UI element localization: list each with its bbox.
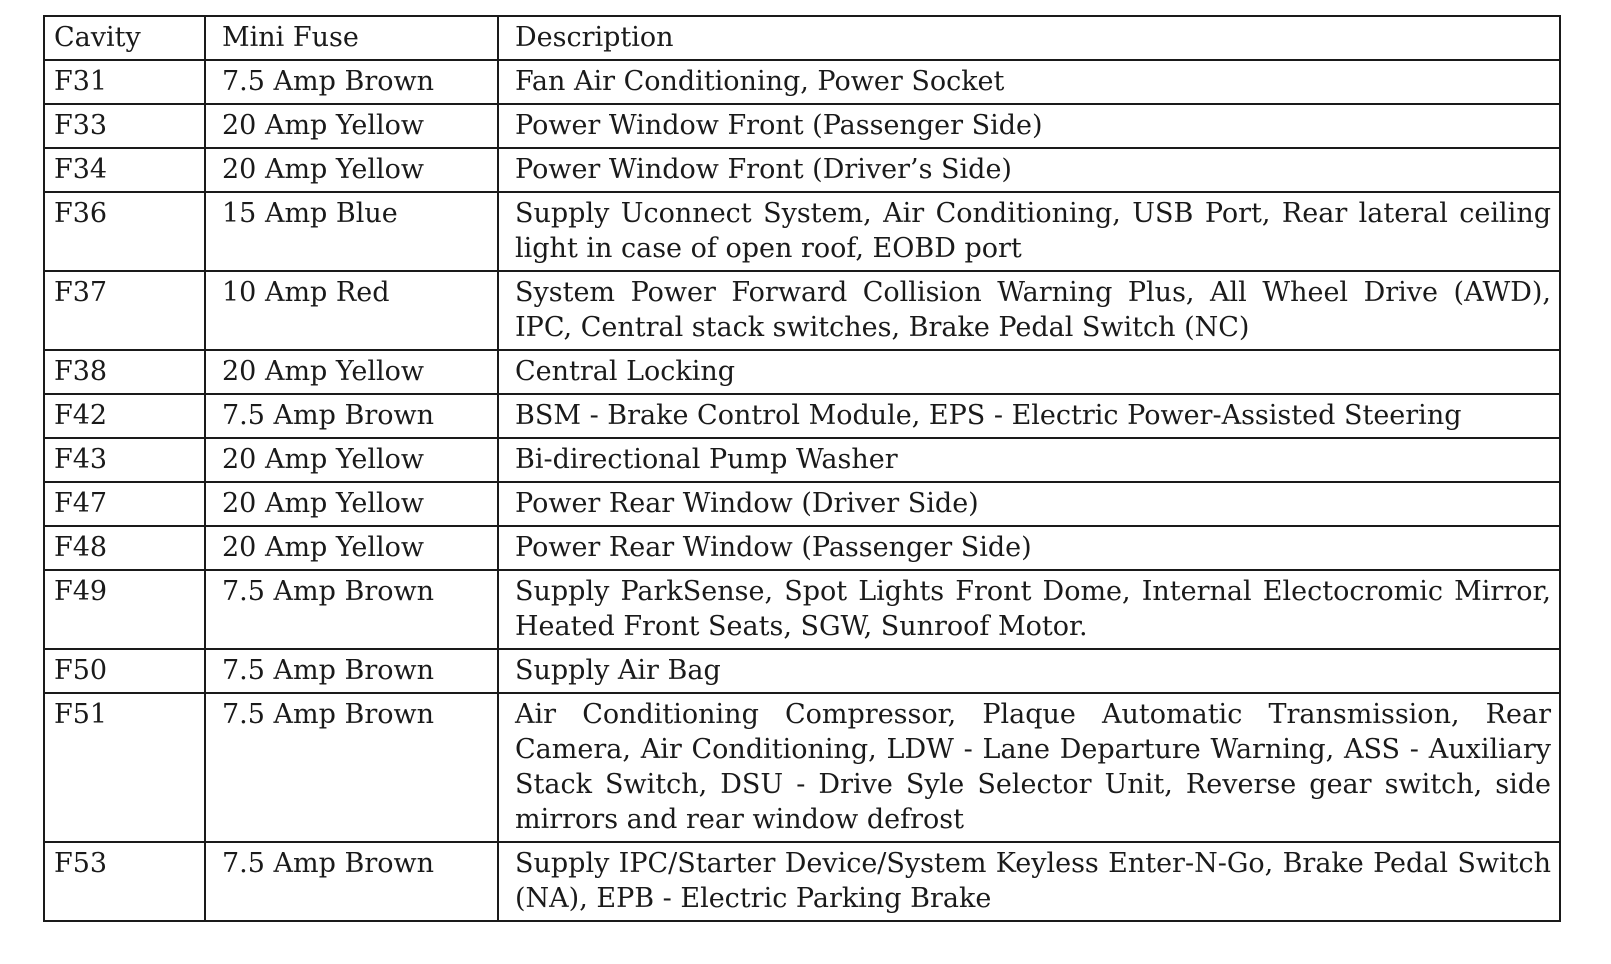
cavity-cell: F37 <box>44 271 205 350</box>
cavity-cell: F33 <box>44 104 205 148</box>
cavity-cell: F43 <box>44 438 205 482</box>
cavity-cell: F53 <box>44 842 205 921</box>
mini-fuse-cell: 7.5 Amp Brown <box>205 649 498 693</box>
mini-fuse-cell: 7.5 Amp Brown <box>205 570 498 649</box>
description-cell: Supply Uconnect System, Air Conditioning, USB Port, Rear lateral ceiling light in case of open roof, EOBD port <box>498 192 1560 271</box>
table-row <box>44 104 1560 148</box>
table-row <box>44 60 1560 104</box>
description-cell: Power Rear Window (Driver Side) <box>498 482 1560 526</box>
table-row <box>44 570 1560 649</box>
table-row <box>44 350 1560 394</box>
description-cell: BSM - Brake Control Module, EPS - Electric Power-Assisted Steering <box>498 394 1560 438</box>
cavity-cell: F48 <box>44 526 205 570</box>
mini-fuse-cell: 7.5 Amp Brown <box>205 394 498 438</box>
cavity-cell: F36 <box>44 192 205 271</box>
table-body <box>44 60 1560 921</box>
mini-fuse-cell: 10 Amp Red <box>205 271 498 350</box>
table-row <box>44 192 1560 271</box>
header-mini-fuse: Mini Fuse <box>205 16 498 60</box>
table-row <box>44 842 1560 921</box>
mini-fuse-cell: 20 Amp Yellow <box>205 438 498 482</box>
mini-fuse-cell: 7.5 Amp Brown <box>205 693 498 842</box>
mini-fuse-cell: 20 Amp Yellow <box>205 482 498 526</box>
cavity-cell: F49 <box>44 570 205 649</box>
header-description: Description <box>498 16 1560 60</box>
description-cell: Power Window Front (Driver’s Side) <box>498 148 1560 192</box>
mini-fuse-cell: 20 Amp Yellow <box>205 104 498 148</box>
description-cell: System Power Forward Collision Warning Plus, All Wheel Drive (AWD), IPC, Central stack switches, Brake Pedal Switch (NC) <box>498 271 1560 350</box>
description-cell: Central Locking <box>498 350 1560 394</box>
cavity-cell: F31 <box>44 60 205 104</box>
table-row <box>44 394 1560 438</box>
header-cavity: Cavity <box>44 16 205 60</box>
cavity-cell: F34 <box>44 148 205 192</box>
table-header <box>44 16 1560 60</box>
table-row <box>44 148 1560 192</box>
mini-fuse-cell: 15 Amp Blue <box>205 192 498 271</box>
header-row <box>44 16 1560 60</box>
cavity-cell: F47 <box>44 482 205 526</box>
description-cell: Power Rear Window (Passenger Side) <box>498 526 1560 570</box>
table-row <box>44 438 1560 482</box>
cavity-cell: F38 <box>44 350 205 394</box>
cavity-cell: F50 <box>44 649 205 693</box>
description-cell: Fan Air Conditioning, Power Socket <box>498 60 1560 104</box>
description-cell: Supply IPC/Starter Device/System Keyless Enter-N-Go, Brake Pedal Switch (NA), EPB - Electric Parking Brake <box>498 842 1560 921</box>
table-row <box>44 271 1560 350</box>
fuse-table <box>43 15 1561 922</box>
description-cell: Bi-directional Pump Washer <box>498 438 1560 482</box>
table-row <box>44 482 1560 526</box>
mini-fuse-cell: 7.5 Amp Brown <box>205 60 498 104</box>
cavity-cell: F51 <box>44 693 205 842</box>
mini-fuse-cell: 20 Amp Yellow <box>205 526 498 570</box>
table-row <box>44 526 1560 570</box>
description-cell: Power Window Front (Passenger Side) <box>498 104 1560 148</box>
description-cell: Supply Air Bag <box>498 649 1560 693</box>
mini-fuse-cell: 20 Amp Yellow <box>205 350 498 394</box>
description-cell: Supply ParkSense, Spot Lights Front Dome, Internal Electocromic Mirror, Heated Front Seats, SGW, Sunroof Motor. <box>498 570 1560 649</box>
description-cell: Air Conditioning Compressor, Plaque Automatic Transmission, Rear Camera, Air Conditioning, LDW - Lane Departure Warning, ASS - Auxiliary Stack Switch, DSU - Drive Syle Selector Unit, Reverse gear switch, side mirrors and rear window defrost <box>498 693 1560 842</box>
mini-fuse-cell: 20 Amp Yellow <box>205 148 498 192</box>
mini-fuse-cell: 7.5 Amp Brown <box>205 842 498 921</box>
table-row <box>44 693 1560 842</box>
table-row <box>44 649 1560 693</box>
cavity-cell: F42 <box>44 394 205 438</box>
